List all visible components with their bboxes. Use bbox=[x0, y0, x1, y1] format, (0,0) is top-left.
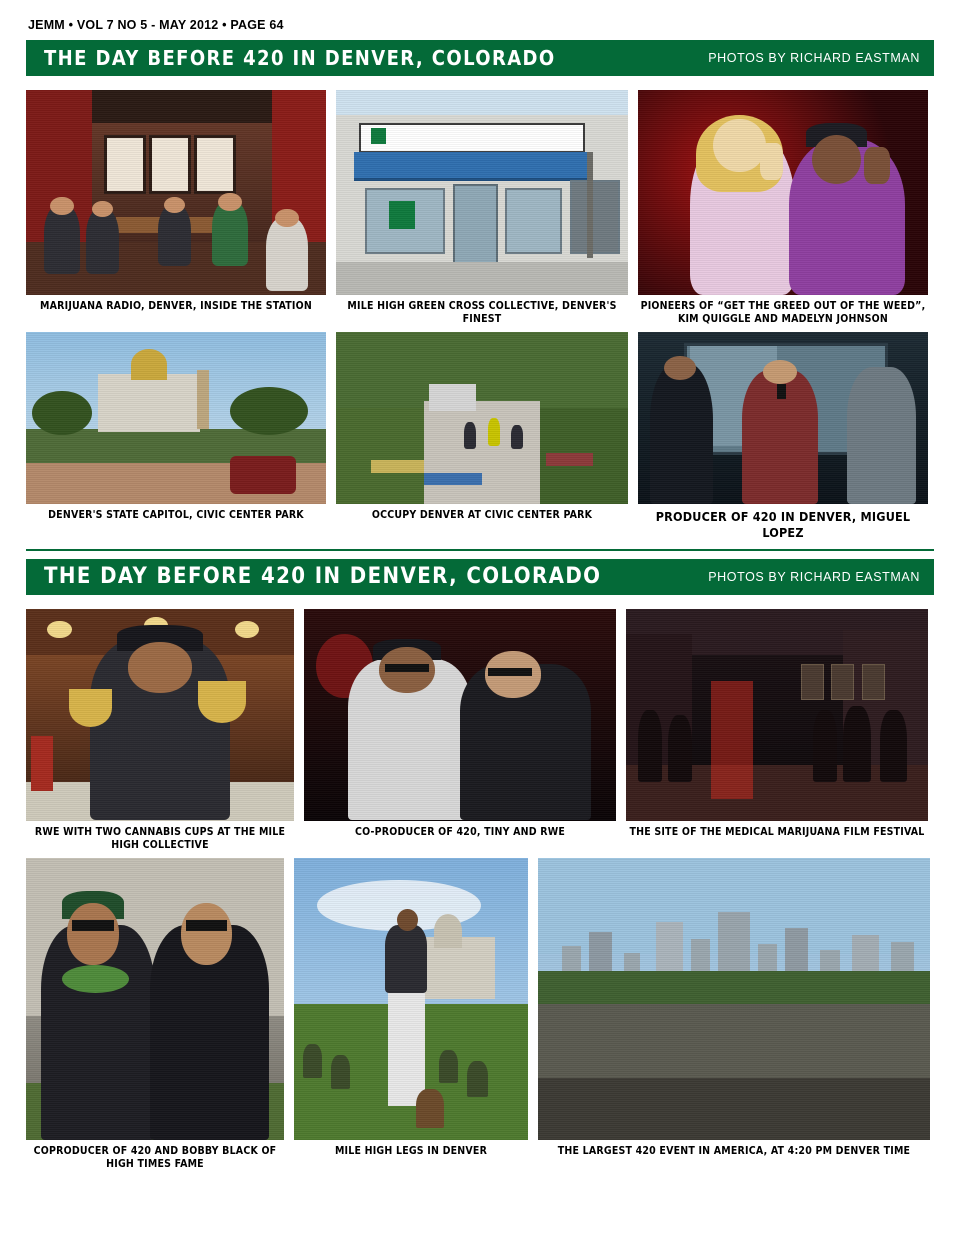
section-title-2: THE DAY BEFORE 420 IN DENVER, COLORADO bbox=[44, 564, 602, 589]
photo-cell-marijuana-radio bbox=[26, 90, 326, 326]
photo-caption: THE SITE OF THE MEDICAL MARIJUANA FILM FESTIVAL bbox=[629, 825, 925, 838]
denver-state-capitol-photo bbox=[26, 332, 326, 504]
rwe-with-cannabis-cups-photo bbox=[26, 609, 294, 821]
stilt-walker-in-park-photo bbox=[294, 858, 528, 1140]
photo-caption: MILE HIGH GREEN CROSS COLLECTIVE, DENVER'S FINEST bbox=[347, 300, 617, 326]
masthead-publication: JEMM bbox=[28, 18, 65, 32]
photo-row-2 bbox=[26, 332, 934, 540]
film-festival-venue-photo bbox=[626, 609, 928, 821]
section-credit-2: PHOTOS BY RICHARD EASTMAN bbox=[708, 569, 920, 584]
tiny-and-rwe-photo bbox=[304, 609, 616, 821]
marijuana-radio-station-interior-photo bbox=[26, 90, 326, 295]
masthead-page-number: PAGE 64 bbox=[230, 18, 284, 32]
photo-cell-rwe-cups bbox=[26, 609, 294, 852]
mile-high-green-cross-storefront-photo bbox=[336, 90, 628, 295]
photo-caption: RWE WITH TWO CANNABIS CUPS AT THE MILE HIGH COLLECTIVE bbox=[34, 825, 286, 851]
masthead-separator-2: • bbox=[222, 18, 227, 32]
photo-cell-producer-miguel-lopez bbox=[638, 332, 928, 540]
photo-cell-pioneers bbox=[638, 90, 928, 326]
section-title-1: THE DAY BEFORE 420 IN DENVER, COLORADO bbox=[44, 46, 556, 70]
photo-caption: CO-PRODUCER OF 420, TINY AND RWE bbox=[354, 825, 566, 838]
producer-miguel-lopez-photo bbox=[638, 332, 928, 504]
photo-cell-occupy-denver bbox=[336, 332, 628, 540]
masthead bbox=[26, 18, 934, 32]
two-women-peace-signs-photo bbox=[638, 90, 928, 295]
photo-row-1 bbox=[26, 90, 934, 326]
photo-cell-mile-high-green-cross bbox=[336, 90, 628, 326]
section-divider bbox=[26, 549, 934, 551]
photo-caption: PRODUCER OF 420 IN DENVER, MIGUEL LOPEZ bbox=[655, 509, 911, 540]
photo-cell-tiny-and-rwe bbox=[304, 609, 616, 852]
section-banner-1 bbox=[26, 40, 934, 76]
photo-caption: DENVER'S STATE CAPITOL, CIVIC CENTER PARK bbox=[48, 509, 304, 522]
photo-caption: THE LARGEST 420 EVENT IN AMERICA, AT 4:20 PM DENVER TIME bbox=[557, 1144, 911, 1157]
photo-row-3 bbox=[26, 609, 934, 852]
photo-caption: MILE HIGH LEGS IN DENVER bbox=[334, 1144, 488, 1157]
occupy-denver-sidewalk-photo bbox=[336, 332, 628, 504]
coproducer-and-bobby-black-photo bbox=[26, 858, 284, 1140]
section-banner-2 bbox=[26, 559, 934, 595]
photo-cell-mile-high-legs bbox=[294, 858, 528, 1171]
photo-caption: PIONEERS OF “GET THE GREED OUT OF THE WEED”, KIM QUIGGLE AND MADELYN JOHNSON bbox=[640, 300, 926, 326]
photo-cell-state-capitol bbox=[26, 332, 326, 540]
photo-caption: OCCUPY DENVER AT CIVIC CENTER PARK bbox=[371, 509, 593, 522]
photo-cell-coproducer-bobby-black bbox=[26, 858, 284, 1171]
photo-row-4 bbox=[26, 858, 934, 1171]
photo-caption: COPRODUCER OF 420 AND BOBBY BLACK OF HIGH TIMES FAME bbox=[33, 1144, 277, 1170]
photo-caption: MARIJUANA RADIO, DENVER, INSIDE THE STATION bbox=[40, 300, 312, 312]
masthead-issue: VOL 7 NO 5 - MAY 2012 bbox=[76, 18, 219, 32]
masthead-separator-1: • bbox=[68, 18, 74, 32]
largest-420-event-crowd-photo bbox=[538, 858, 930, 1140]
photo-cell-film-festival-venue bbox=[626, 609, 928, 852]
section-credit-1: PHOTOS BY RICHARD EASTMAN bbox=[708, 51, 920, 65]
photo-cell-largest-420-event bbox=[538, 858, 930, 1171]
